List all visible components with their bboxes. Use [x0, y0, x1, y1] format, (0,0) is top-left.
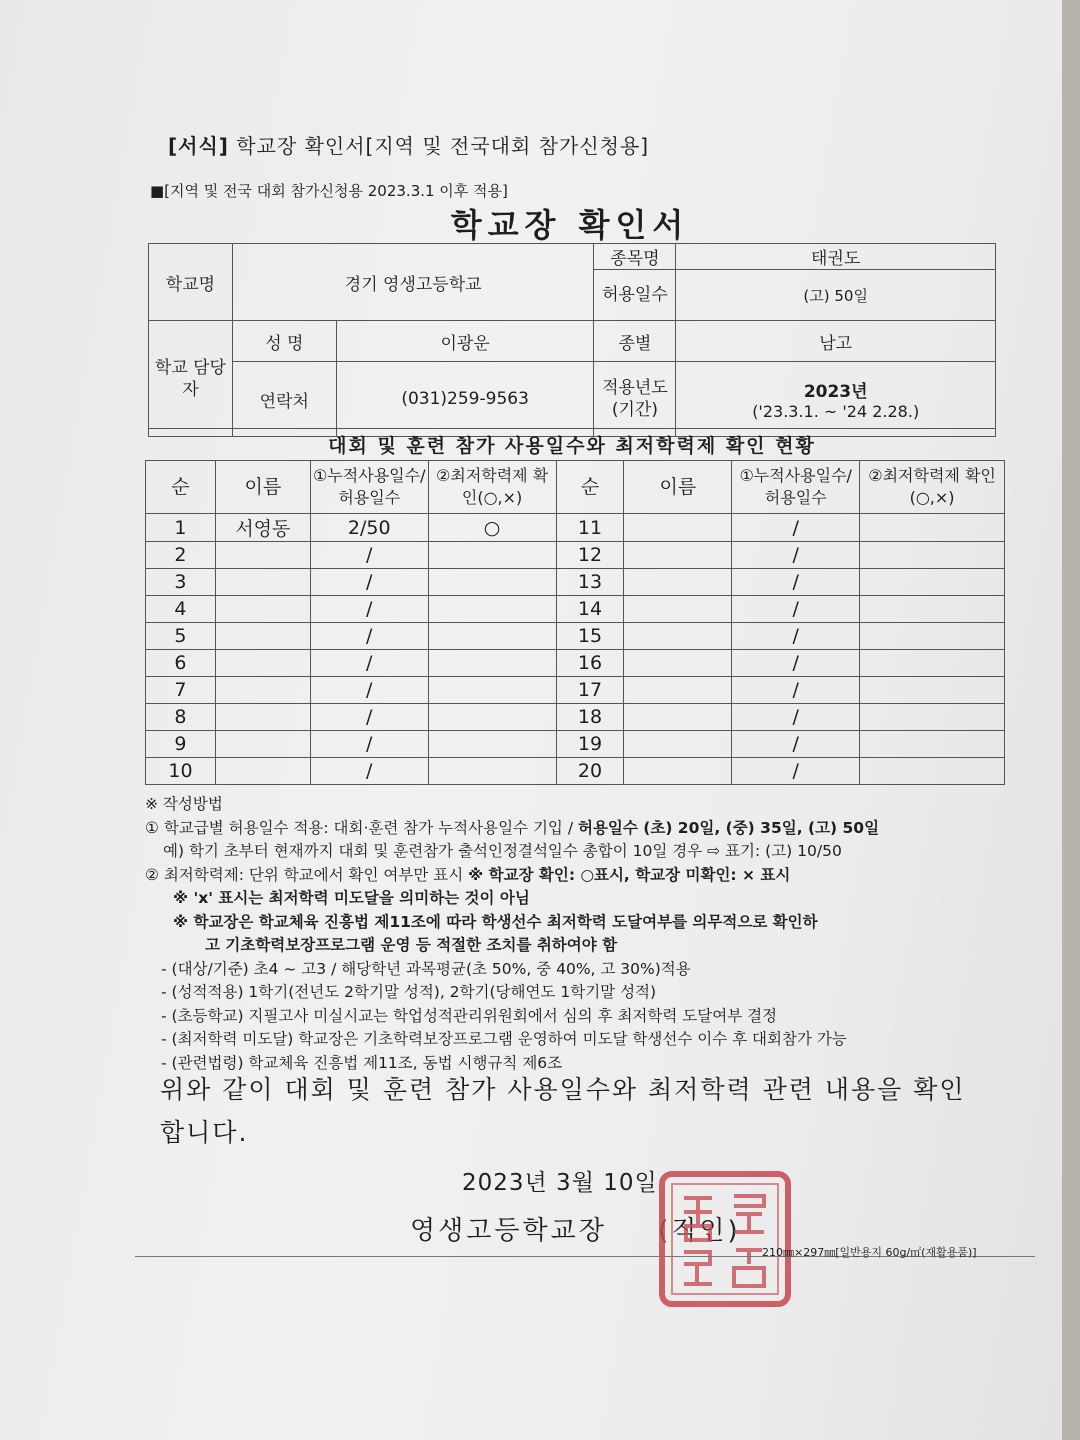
- notes-heading: ※ 작성방법: [145, 795, 223, 813]
- header-no-right: 순: [556, 461, 624, 514]
- detail-3: - (초등학교) 지필고사 미실시교는 학업성적관리위원회에서 심의 후 최저학력 도달여부 결정: [161, 1006, 778, 1025]
- row-number: 9: [146, 731, 216, 758]
- row-number: 19: [556, 731, 624, 758]
- min-achievement-check: [860, 623, 1005, 650]
- student-name: [215, 704, 310, 731]
- table-row: [146, 542, 1005, 569]
- closing-statement: [160, 1068, 966, 1154]
- used-days: /: [732, 731, 860, 758]
- detail-1: - (대상/기준) 초4 ~ 고3 / 해당학년 과목평균(초 50%, 중 40%, 고 30%)적용: [161, 959, 691, 978]
- min-achievement-check: [860, 758, 1005, 785]
- paper-spec-footer: 210㎜×297㎜[일반용지 60g/㎡(재활용품)]: [762, 1246, 977, 1259]
- note-3: ※ 'x' 표시는 최저학력 미도달을 의미하는 것이 아님: [173, 889, 530, 907]
- note-1-bold: 허용일수 (초) 20일, (중) 35일, (고) 50일: [577, 818, 880, 837]
- row-number: 10: [146, 758, 216, 785]
- row-number: 4: [146, 596, 216, 623]
- row-number: 20: [556, 758, 624, 785]
- used-days: 2/50: [310, 514, 428, 542]
- allowed-days-value: (고) 50일: [676, 270, 996, 321]
- name-label: 성 명: [232, 321, 336, 362]
- used-days: /: [732, 514, 860, 542]
- student-name: [215, 677, 310, 704]
- name-value: 이광운: [336, 321, 594, 362]
- sport-value: 태권도: [676, 244, 996, 270]
- year-cell: [676, 362, 996, 437]
- student-name: [624, 542, 732, 569]
- used-days: /: [732, 596, 860, 623]
- student-name: [215, 623, 310, 650]
- section-title: 대회 및 훈련 참가 사용일수와 최저학력제 확인 현황: [148, 428, 996, 458]
- used-days: /: [310, 542, 428, 569]
- min-achievement-check: [860, 514, 1005, 542]
- allowed-days-label: 허용일수: [594, 270, 676, 321]
- row-number: 7: [146, 677, 216, 704]
- student-name: [215, 596, 310, 623]
- row-number: 11: [556, 514, 624, 542]
- min-achievement-check: [860, 704, 1005, 731]
- row-number: 3: [146, 569, 216, 596]
- table-row: [146, 623, 1005, 650]
- note-4: ※ 학교장은 학교체육 진흥법 제11조에 따라 학생선수 최저학력 도달여부를 의무적으로 확인하: [173, 912, 818, 931]
- used-days: /: [732, 623, 860, 650]
- min-achievement-check: [428, 569, 556, 596]
- note-2: [145, 864, 879, 888]
- used-days: /: [310, 758, 428, 785]
- row-number: 16: [556, 650, 624, 677]
- note-2-text: ② 최저학력제: 단위 학교에서 확인 여부만 표시: [145, 865, 469, 884]
- min-achievement-check: [860, 650, 1005, 677]
- row-number: 14: [556, 596, 624, 623]
- header-days-right: ①누적사용일수/허용일수: [732, 461, 860, 514]
- detail-5: - (관련법령) 학교체육 진흥법 제11조, 동법 시행규칙 제6조: [161, 1053, 563, 1072]
- document-title: 학교장 확인서: [450, 206, 690, 244]
- student-name: [215, 650, 310, 677]
- min-achievement-check: [860, 542, 1005, 569]
- school-label: 학교명: [149, 244, 233, 321]
- table-row: [146, 731, 1005, 758]
- min-achievement-check: [428, 542, 556, 569]
- row-number: 8: [146, 704, 216, 731]
- official-seal-stamp: [656, 1168, 794, 1310]
- student-name: [624, 758, 732, 785]
- used-days: /: [732, 542, 860, 569]
- participation-rows: [146, 514, 1005, 785]
- min-achievement-check: [860, 596, 1005, 623]
- min-achievement-check: [860, 569, 1005, 596]
- form-label: [서식]: [168, 134, 229, 158]
- used-days: /: [732, 704, 860, 731]
- writing-instructions: [145, 793, 879, 1075]
- note-1: [145, 817, 879, 841]
- note-2-bold: ※ 학교장 확인: ○표시, 학교장 미확인: × 표시: [468, 865, 791, 884]
- row-number: 13: [556, 569, 624, 596]
- header-name-left: 이름: [215, 461, 310, 514]
- note-1-text: ① 학교급별 허용일수 적용: 대회·훈련 참가 누적사용일수 기입 /: [145, 818, 578, 837]
- info-table: [148, 243, 996, 437]
- min-achievement-check: [860, 677, 1005, 704]
- student-name: [624, 569, 732, 596]
- row-number: 2: [146, 542, 216, 569]
- row-number: 12: [556, 542, 624, 569]
- closing-line-2: 합니다.: [160, 1118, 249, 1147]
- gender-value: 남고: [676, 321, 996, 362]
- gender-label: 종별: [594, 321, 676, 362]
- student-name: [624, 623, 732, 650]
- header-name-right: 이름: [624, 461, 732, 514]
- student-name: [624, 677, 732, 704]
- student-name: [215, 731, 310, 758]
- student-name: [624, 704, 732, 731]
- principal-title: 영생고등학교장: [410, 1216, 607, 1246]
- min-achievement-check: [428, 677, 556, 704]
- used-days: /: [732, 758, 860, 785]
- row-number: 17: [556, 677, 624, 704]
- student-name: [215, 542, 310, 569]
- used-days: /: [732, 677, 860, 704]
- student-name: [215, 569, 310, 596]
- seal-mark: (직인): [658, 1216, 741, 1246]
- detail-4: - (최저학력 미도달) 학교장은 기초학력보장프로그램 운영하여 미도달 학생선수 이수 후 대회참가 가능: [161, 1030, 847, 1048]
- student-name: [624, 731, 732, 758]
- closing-line-1: 위와 같이 대회 및 훈련 참가 사용일수와 최저학력 관련 내용을 확인: [160, 1075, 966, 1104]
- min-achievement-check: [428, 731, 556, 758]
- student-name: [624, 650, 732, 677]
- used-days: /: [310, 623, 428, 650]
- used-days: /: [310, 596, 428, 623]
- table-row: [146, 596, 1005, 623]
- contact-value: (031)259-9563: [336, 362, 594, 437]
- school-value: 경기 영생고등학교: [232, 244, 594, 321]
- header-check-left: ②최저학력제 확인(○,×): [428, 461, 556, 514]
- min-achievement-check: [428, 704, 556, 731]
- min-achievement-check: [428, 596, 556, 623]
- used-days: /: [310, 677, 428, 704]
- table-row: [146, 569, 1005, 596]
- used-days: /: [310, 650, 428, 677]
- row-number: 15: [556, 623, 624, 650]
- student-name: [624, 514, 732, 542]
- min-achievement-check: ○: [428, 514, 556, 542]
- sport-label: 종목명: [594, 244, 676, 270]
- used-days: /: [310, 731, 428, 758]
- year-value: 2023년: [803, 382, 868, 402]
- used-days: /: [732, 569, 860, 596]
- table-row: [146, 514, 1005, 542]
- min-achievement-check: [860, 731, 1005, 758]
- year-label: 적용년도 (기간): [594, 362, 676, 437]
- student-name: 서영동: [215, 514, 310, 542]
- period-value: ('23.3.1. ~ '24 2.28.): [752, 402, 920, 421]
- form-subtitle: ■[지역 및 전국 대회 참가신청용 2023.3.1 이후 적용]: [150, 182, 508, 200]
- form-title: [168, 130, 649, 159]
- table-row: [146, 650, 1005, 677]
- table-row: [146, 677, 1005, 704]
- row-number: 18: [556, 704, 624, 731]
- participation-table: [145, 460, 1005, 785]
- student-name: [215, 758, 310, 785]
- issue-date: 2023년 3월 10일: [462, 1170, 658, 1196]
- note-1-example: 예) 학기 초부터 현재까지 대회 및 훈련참가 출석인정결석일수 총합이 10일 경우 ⇨ 표기: (고) 10/50: [163, 842, 842, 860]
- used-days: /: [310, 569, 428, 596]
- min-achievement-check: [428, 650, 556, 677]
- note-4-cont: 고 기초학력보장프로그램 운영 등 적절한 조치를 취하여야 함: [205, 936, 618, 954]
- row-number: 5: [146, 623, 216, 650]
- header-check-right: ②최저학력제 확인(○,×): [860, 461, 1005, 514]
- detail-2: - (성적적용) 1학기(전년도 2학기말 성적), 2학기(당해연도 1학기말 성적): [161, 983, 657, 1001]
- used-days: /: [732, 650, 860, 677]
- table-row: [146, 758, 1005, 785]
- header-days-left: ①누적사용일수/허용일수: [310, 461, 428, 514]
- row-number: 1: [146, 514, 216, 542]
- form-title-text: 학교장 확인서[지역 및 전국대회 참가신청용]: [236, 134, 650, 158]
- table-row: [146, 704, 1005, 731]
- used-days: /: [310, 704, 428, 731]
- contact-label: 연락처: [232, 362, 336, 437]
- header-no-left: 순: [146, 461, 216, 514]
- min-achievement-check: [428, 623, 556, 650]
- row-number: 6: [146, 650, 216, 677]
- student-name: [624, 596, 732, 623]
- min-achievement-check: [428, 758, 556, 785]
- manager-label: 학교 담당자: [149, 321, 233, 437]
